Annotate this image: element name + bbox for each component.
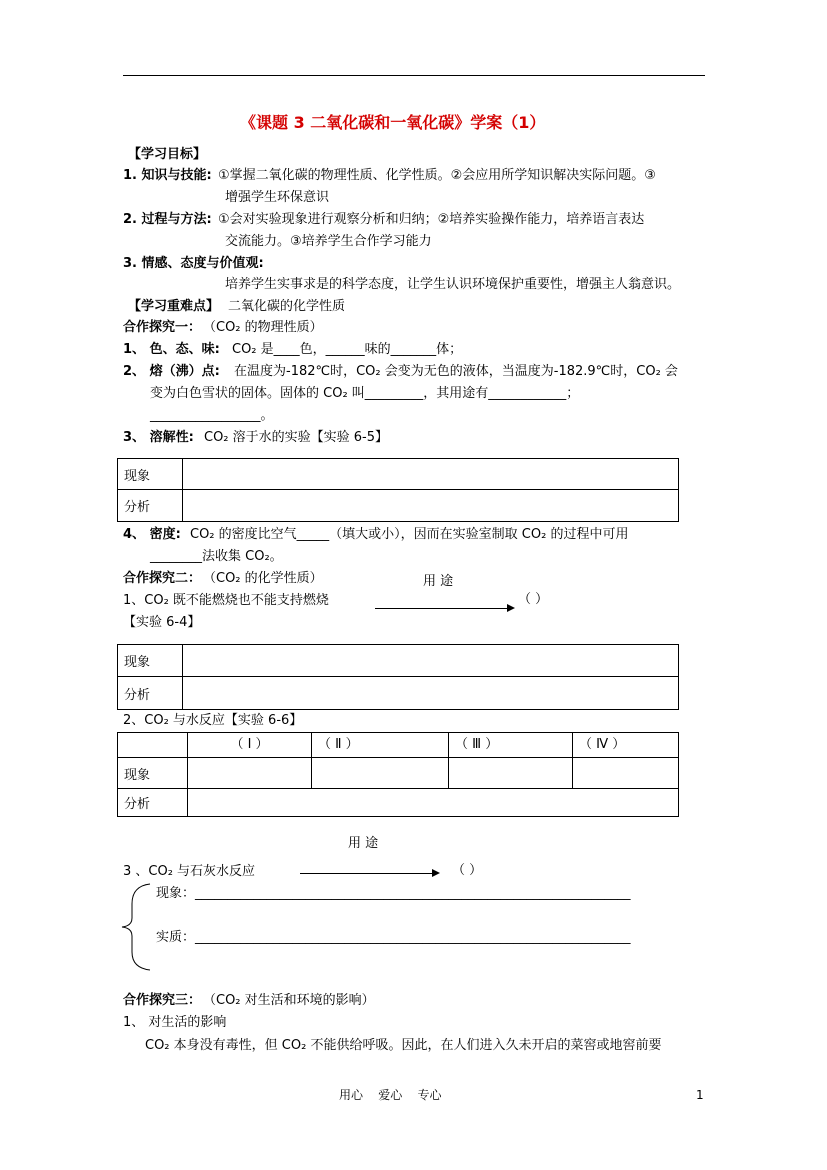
table-cell[interactable] [183,459,679,490]
s1-q3-text: CO₂ 溶于水的实验【实验 6-5】 [204,430,389,445]
table-header: （ Ⅰ ） [188,733,312,758]
table-header: （ Ⅲ ） [449,733,573,758]
use-answer-paren-2: （ ） [452,863,483,878]
s1-q2-label: 2、 熔（沸）点: [123,364,220,379]
table-cell[interactable] [183,677,679,710]
table-row-label: 现象 [118,758,188,789]
table-exp-6-6 [117,732,679,817]
objective-3-label: 3. 情感、态度与价值观: [123,256,264,271]
table-row-label: 现象 [118,645,183,677]
phenomenon-line: 现象：___________________________________________________________________ [156,886,631,901]
s2-q3-text: 3 、CO₂ 与石灰水反应 [123,864,256,879]
section3-heading-label: 合作探究三： [123,993,202,1008]
table-cell[interactable] [188,789,679,817]
use-answer-paren: （ ） [518,592,549,607]
s2-q1-text: 1、CO₂ 既不能燃烧也不能支持燃烧 [123,593,329,608]
doc-title: 《课题 3 二氧化碳和一氧化碳》学案（1） [240,113,546,132]
section1-heading-text: （CO₂ 的物理性质） [203,320,323,335]
table-header: （ Ⅱ ） [312,733,449,758]
table-cell[interactable] [573,758,679,789]
footer-text: 用心 爱心 专心 [339,1088,442,1102]
objective-3-text: 培养学生实事求是的科学态度，让学生认识环境保护重要性，增强主人翁意识。 [225,277,681,292]
use-label: 用 途 [423,574,454,589]
s1-q1-label: 1、 色、态、味: [123,342,220,357]
s1-q2-text: 在温度为-182℃时，CO₂ 会变为无色的液体，当温度为-182.9℃时，CO₂ 会 [234,364,678,379]
table-exp-6-5 [117,458,679,522]
s1-q2-text-cont: 变为白色雪状的固体。固体的 CO₂ 叫_________，其用途有____________； [150,386,580,401]
header-rule [123,75,705,76]
s3-paragraph: CO₂ 本身没有毒性，但 CO₂ 不能供给呼吸。因此，在人们进入久未开启的菜窖或地窖前要 [145,1038,662,1053]
use-label-2: 用 途 [348,836,379,851]
table-row-label: 分析 [118,490,183,522]
s1-q4-label: 4、 密度: [123,527,181,542]
table-row-label: 分析 [118,789,188,817]
key-point-label: 【学习重难点】 [128,299,220,314]
table-row-label: 现象 [118,459,183,490]
table-cell[interactable] [183,490,679,522]
section1-heading-label: 合作探究一： [123,320,202,335]
section2-heading-text: （CO₂ 的化学性质） [203,571,323,586]
s1-q3-label: 3、 溶解性: [123,430,194,445]
s1-q1-text: CO₂ 是____色，______味的_______体； [232,342,463,357]
s2-q2-text: 2、CO₂ 与水反应【实验 6-6】 [123,713,303,728]
table-cell[interactable] [449,758,573,789]
objective-1-text: ①掌握二氧化碳的物理性质、化学性质。②会应用所学知识解决实际问题。③ [218,168,656,183]
s1-q4-text: CO₂ 的密度比空气_____（填大或小），因而在实验室制取 CO₂ 的过程中可用 [190,527,629,542]
table-exp-6-4 [117,644,679,710]
essence-line: 实质：___________________________________________________________________ [156,930,631,945]
objective-2-text-cont: 交流能力。③培养学生合作学习能力 [225,234,432,249]
section3-heading-text: （CO₂ 对生活和环境的影响） [203,993,375,1008]
key-point-text: 二氧化碳的化学性质 [228,299,346,314]
section2-heading-label: 合作探究二： [123,571,202,586]
objective-2-text: ①会对实验现象进行观察分析和归纳；②培养实验操作能力，培养语言表达 [218,212,645,227]
page-number: 1 [696,1088,704,1102]
arrow-right-icon [375,608,513,609]
table-cell[interactable] [312,758,449,789]
brace-icon [120,882,156,972]
arrow-right-icon [300,873,438,874]
objectives-heading: 【学习目标】 [128,147,207,162]
objective-1-text-cont: 增强学生环保意识 [225,190,330,205]
table-corner [118,733,188,758]
s3-q1-text: 1、 对生活的影响 [123,1015,227,1030]
table-cell[interactable] [183,645,679,677]
objective-2-label: 2. 过程与方法: [123,212,212,227]
table-cell[interactable] [188,758,312,789]
objective-1-label: 1. 知识与技能: [123,168,212,183]
table-row-label: 分析 [118,677,183,710]
s1-q4-text-cont: ________法收集 CO₂。 [150,549,283,564]
s1-q2-text-cont2: _________________。 [150,408,274,423]
exp-6-4-label: 【实验 6-4】 [123,615,201,630]
table-header: （ Ⅳ ） [573,733,679,758]
